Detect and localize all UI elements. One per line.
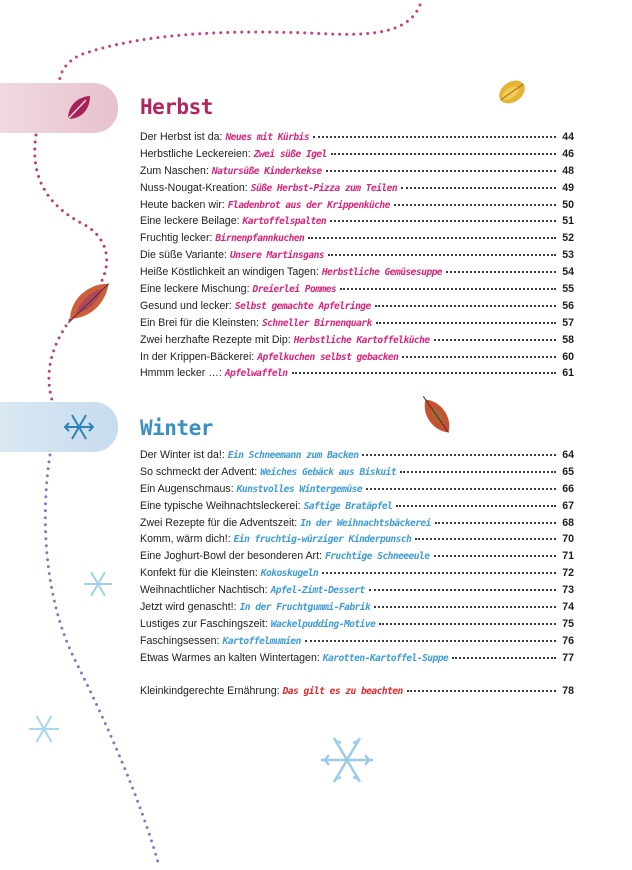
toc-leader-dots (308, 228, 556, 239)
toc-leader-dots (376, 313, 556, 324)
toc-leader-dots (313, 127, 556, 138)
toc-leader-dots (415, 529, 556, 540)
toc-entry-title: Wackelpudding-Motive (270, 618, 376, 630)
toc-entry-prefix: Zum Naschen: (140, 164, 209, 177)
toc-entry-prefix: Der Herbst ist da: (140, 131, 223, 143)
toc-page-number: 52 (562, 232, 574, 245)
toc-entry-title: Apfelkuchen selbst gebacken (257, 351, 399, 363)
toc-entry-prefix: Der Winter ist da!: (140, 449, 225, 461)
toc-entry-prefix: Nuss-Nougat-Kreation: (140, 181, 248, 194)
toc-entry-title: Zwei süße Igel (253, 148, 327, 160)
toc-page-number: 73 (562, 584, 574, 597)
toc-entry-prefix: Die süße Variante: (140, 249, 227, 262)
toc-entry-prefix: In der Krippen-Bäckerei: (140, 350, 255, 363)
toc-page-number: 51 (562, 215, 574, 228)
toc-entry-prefix: Lustiges zur Faschingszeit: (140, 617, 268, 630)
herbst-tab (0, 83, 118, 133)
toc-entry-title: Neues mit Kürbis (225, 132, 310, 143)
toc-entry-title: Fladenbrot aus der Krippenküche (227, 199, 390, 211)
toc-page-number: 57 (562, 316, 574, 329)
toc-entry-prefix: Kleinkindgerechte Ernährung: (140, 685, 280, 697)
toc-page-number: 44 (562, 131, 574, 143)
toc-winter (140, 447, 574, 667)
toc-entry-title: Unsere Martinsgans (229, 250, 325, 262)
toc-entry-prefix: Ein Augenschmaus: (140, 482, 234, 495)
toc-entry-title: Natursüße Kinderkekse (211, 165, 322, 177)
toc-entry-prefix: Faschingsessen: (140, 634, 220, 647)
toc-page-number: 64 (562, 449, 574, 461)
toc-page-number: 78 (562, 685, 574, 697)
winter-tab (0, 402, 118, 452)
toc-page-number: 60 (562, 350, 574, 363)
toc-leader-dots (375, 296, 556, 307)
toc-page-number: 48 (562, 164, 574, 177)
toc-entry-title: Apfel-Zimt-Dessert (270, 585, 365, 597)
toc-leader-dots (452, 648, 556, 659)
toc-entry-title: Kartoffelmumien (222, 635, 301, 647)
toc-page-number: 70 (562, 533, 574, 546)
toc-page-number: 66 (562, 482, 574, 495)
toc-herbst (140, 129, 574, 382)
toc-entry-prefix: Konfekt für die Kleinsten: (140, 567, 258, 580)
toc-leader-dots (396, 496, 556, 507)
toc-leader-dots (328, 245, 556, 256)
toc-page-number: 75 (562, 617, 574, 630)
toc-entry-prefix: Fruchtig lecker: (140, 232, 213, 245)
toc-page-number: 71 (562, 550, 574, 563)
toc-entry-title: Birnenpfannkuchen (215, 233, 305, 245)
toc-page-number: 65 (562, 465, 574, 478)
leaf-icon (495, 76, 529, 108)
toc-entry-title: Apfelwaffeln (224, 368, 288, 380)
toc-entry-title: Selbst gemachte Apfelringe (234, 300, 371, 312)
toc-entry-title: Kokoskugeln (260, 568, 319, 580)
toc-entry-title: Herbstliche Kartoffelküche (293, 334, 430, 346)
toc-page-number: 77 (562, 651, 574, 664)
toc-entry[interactable] (140, 365, 574, 382)
toc-leader-dots (305, 631, 556, 642)
toc-leader-dots (322, 563, 556, 574)
toc-leader-dots (402, 347, 556, 358)
toc-leader-dots (366, 479, 556, 490)
toc-page-number: 61 (562, 367, 574, 380)
toc-page-number: 76 (562, 634, 574, 647)
toc-entry-prefix: Etwas Warmes an kalten Wintertagen: (140, 651, 320, 664)
section-title-herbst: Herbst (140, 95, 213, 119)
toc-entry-prefix: Ein Brei für die Kleinsten: (140, 316, 259, 329)
toc-page-number: 50 (562, 198, 574, 211)
toc-entry-title: Kartoffelspalten (242, 216, 327, 228)
toc-entry-prefix: Zwei Rezepte für die Adventszeit: (140, 516, 298, 529)
snowflake-icon (321, 738, 373, 782)
toc-entry-title: Ein Schneemann zum Backen (227, 450, 359, 461)
toc-page-number: 72 (562, 567, 574, 580)
toc-entry-title: Schneller Birnenquark (261, 317, 372, 329)
toc-leader-dots (407, 681, 556, 692)
toc-page-number: 46 (562, 147, 574, 160)
toc-entry-prefix: Komm, wärm dich!: (140, 533, 231, 546)
toc-leader-dots (369, 580, 556, 591)
toc-page-number: 67 (562, 499, 574, 512)
toc-leader-dots (435, 513, 556, 524)
toc-entry-title: Fruchtige Schneeeule (324, 551, 430, 563)
toc-page-number: 55 (562, 283, 574, 296)
toc-entry-title: Das gilt es zu beachten (282, 686, 403, 697)
toc-entry-prefix: Hmmm lecker …: (140, 367, 222, 380)
toc-entry-title: In der Fruchtgummi-Fabrik (239, 602, 371, 614)
toc-entry-prefix: Gesund und lecker: (140, 299, 232, 312)
toc-leader-dots (401, 178, 556, 189)
toc-leader-dots (292, 363, 556, 374)
toc-leader-dots (374, 597, 556, 608)
toc-entry-prefix: Eine typische Weihnachtsleckerei: (140, 499, 301, 512)
toc-leader-dots (434, 330, 556, 341)
toc-entry[interactable] (140, 683, 574, 700)
section-title-winter: Winter (140, 416, 213, 440)
toc-entry-title: Saftige Bratäpfel (303, 500, 393, 512)
snowflake-icon (62, 410, 96, 444)
toc-extra (140, 683, 574, 700)
toc-page-number: 56 (562, 299, 574, 312)
leaf-icon (416, 391, 456, 437)
toc-entry[interactable] (140, 650, 574, 667)
leaf-icon (60, 276, 116, 328)
toc-entry-prefix: So schmeckt der Advent: (140, 465, 258, 478)
toc-entry-title: Karotten-Kartoffel-Suppe (322, 652, 449, 664)
toc-entry-title: Kunstvolles Wintergemüse (236, 483, 363, 495)
toc-entry-prefix: Zwei herzhafte Rezepte mit Dip: (140, 333, 291, 346)
toc-page-number: 58 (562, 333, 574, 346)
toc-leader-dots (340, 279, 556, 290)
toc-entry-title: Ein fruchtig-würziger Kinderpunsch (233, 534, 412, 546)
toc-entry-title: Herbstliche Gemüsesuppe (321, 267, 443, 279)
leaf-icon (62, 91, 96, 125)
toc-leader-dots (394, 195, 556, 206)
toc-entry-prefix: Herbstliche Leckereien: (140, 147, 251, 160)
toc-entry-title: Dreierlei Pommes (252, 284, 337, 296)
toc-entry-prefix: Heute backen wir: (140, 198, 225, 211)
toc-leader-dots (434, 546, 557, 557)
toc-page-number: 53 (562, 249, 574, 262)
toc-entry-prefix: Eine leckere Mischung: (140, 283, 250, 296)
toc-entry-prefix: Weihnachtlicher Nachtisch: (140, 584, 268, 597)
toc-page-number: 68 (562, 516, 574, 529)
toc-leader-dots (400, 462, 556, 473)
snowflake-icon (29, 716, 59, 742)
toc-leader-dots (379, 614, 556, 625)
toc-entry-prefix: Heiße Köstlichkeit an windigen Tagen: (140, 266, 319, 279)
toc-page-number: 74 (562, 601, 574, 614)
toc-leader-dots (331, 144, 556, 155)
toc-leader-dots (330, 211, 556, 222)
toc-page-number: 49 (562, 181, 574, 194)
toc-entry-prefix: Eine Joghurt-Bowl der besonderen Art: (140, 550, 322, 563)
toc-entry-title: Süße Herbst-Pizza zum Teilen (250, 182, 398, 194)
toc-page-number: 54 (562, 266, 574, 279)
snowflake-icon (84, 572, 112, 596)
toc-leader-dots (362, 445, 556, 456)
toc-entry-prefix: Jetzt wird genascht!: (140, 601, 237, 614)
toc-leader-dots (446, 262, 556, 273)
toc-leader-dots (326, 161, 556, 172)
toc-entry-title: Weiches Gebäck aus Biskuit (260, 466, 397, 478)
toc-entry-title: In der Weihnachtsbäckerei (300, 517, 431, 529)
toc-entry-prefix: Eine leckere Beilage: (140, 215, 240, 228)
